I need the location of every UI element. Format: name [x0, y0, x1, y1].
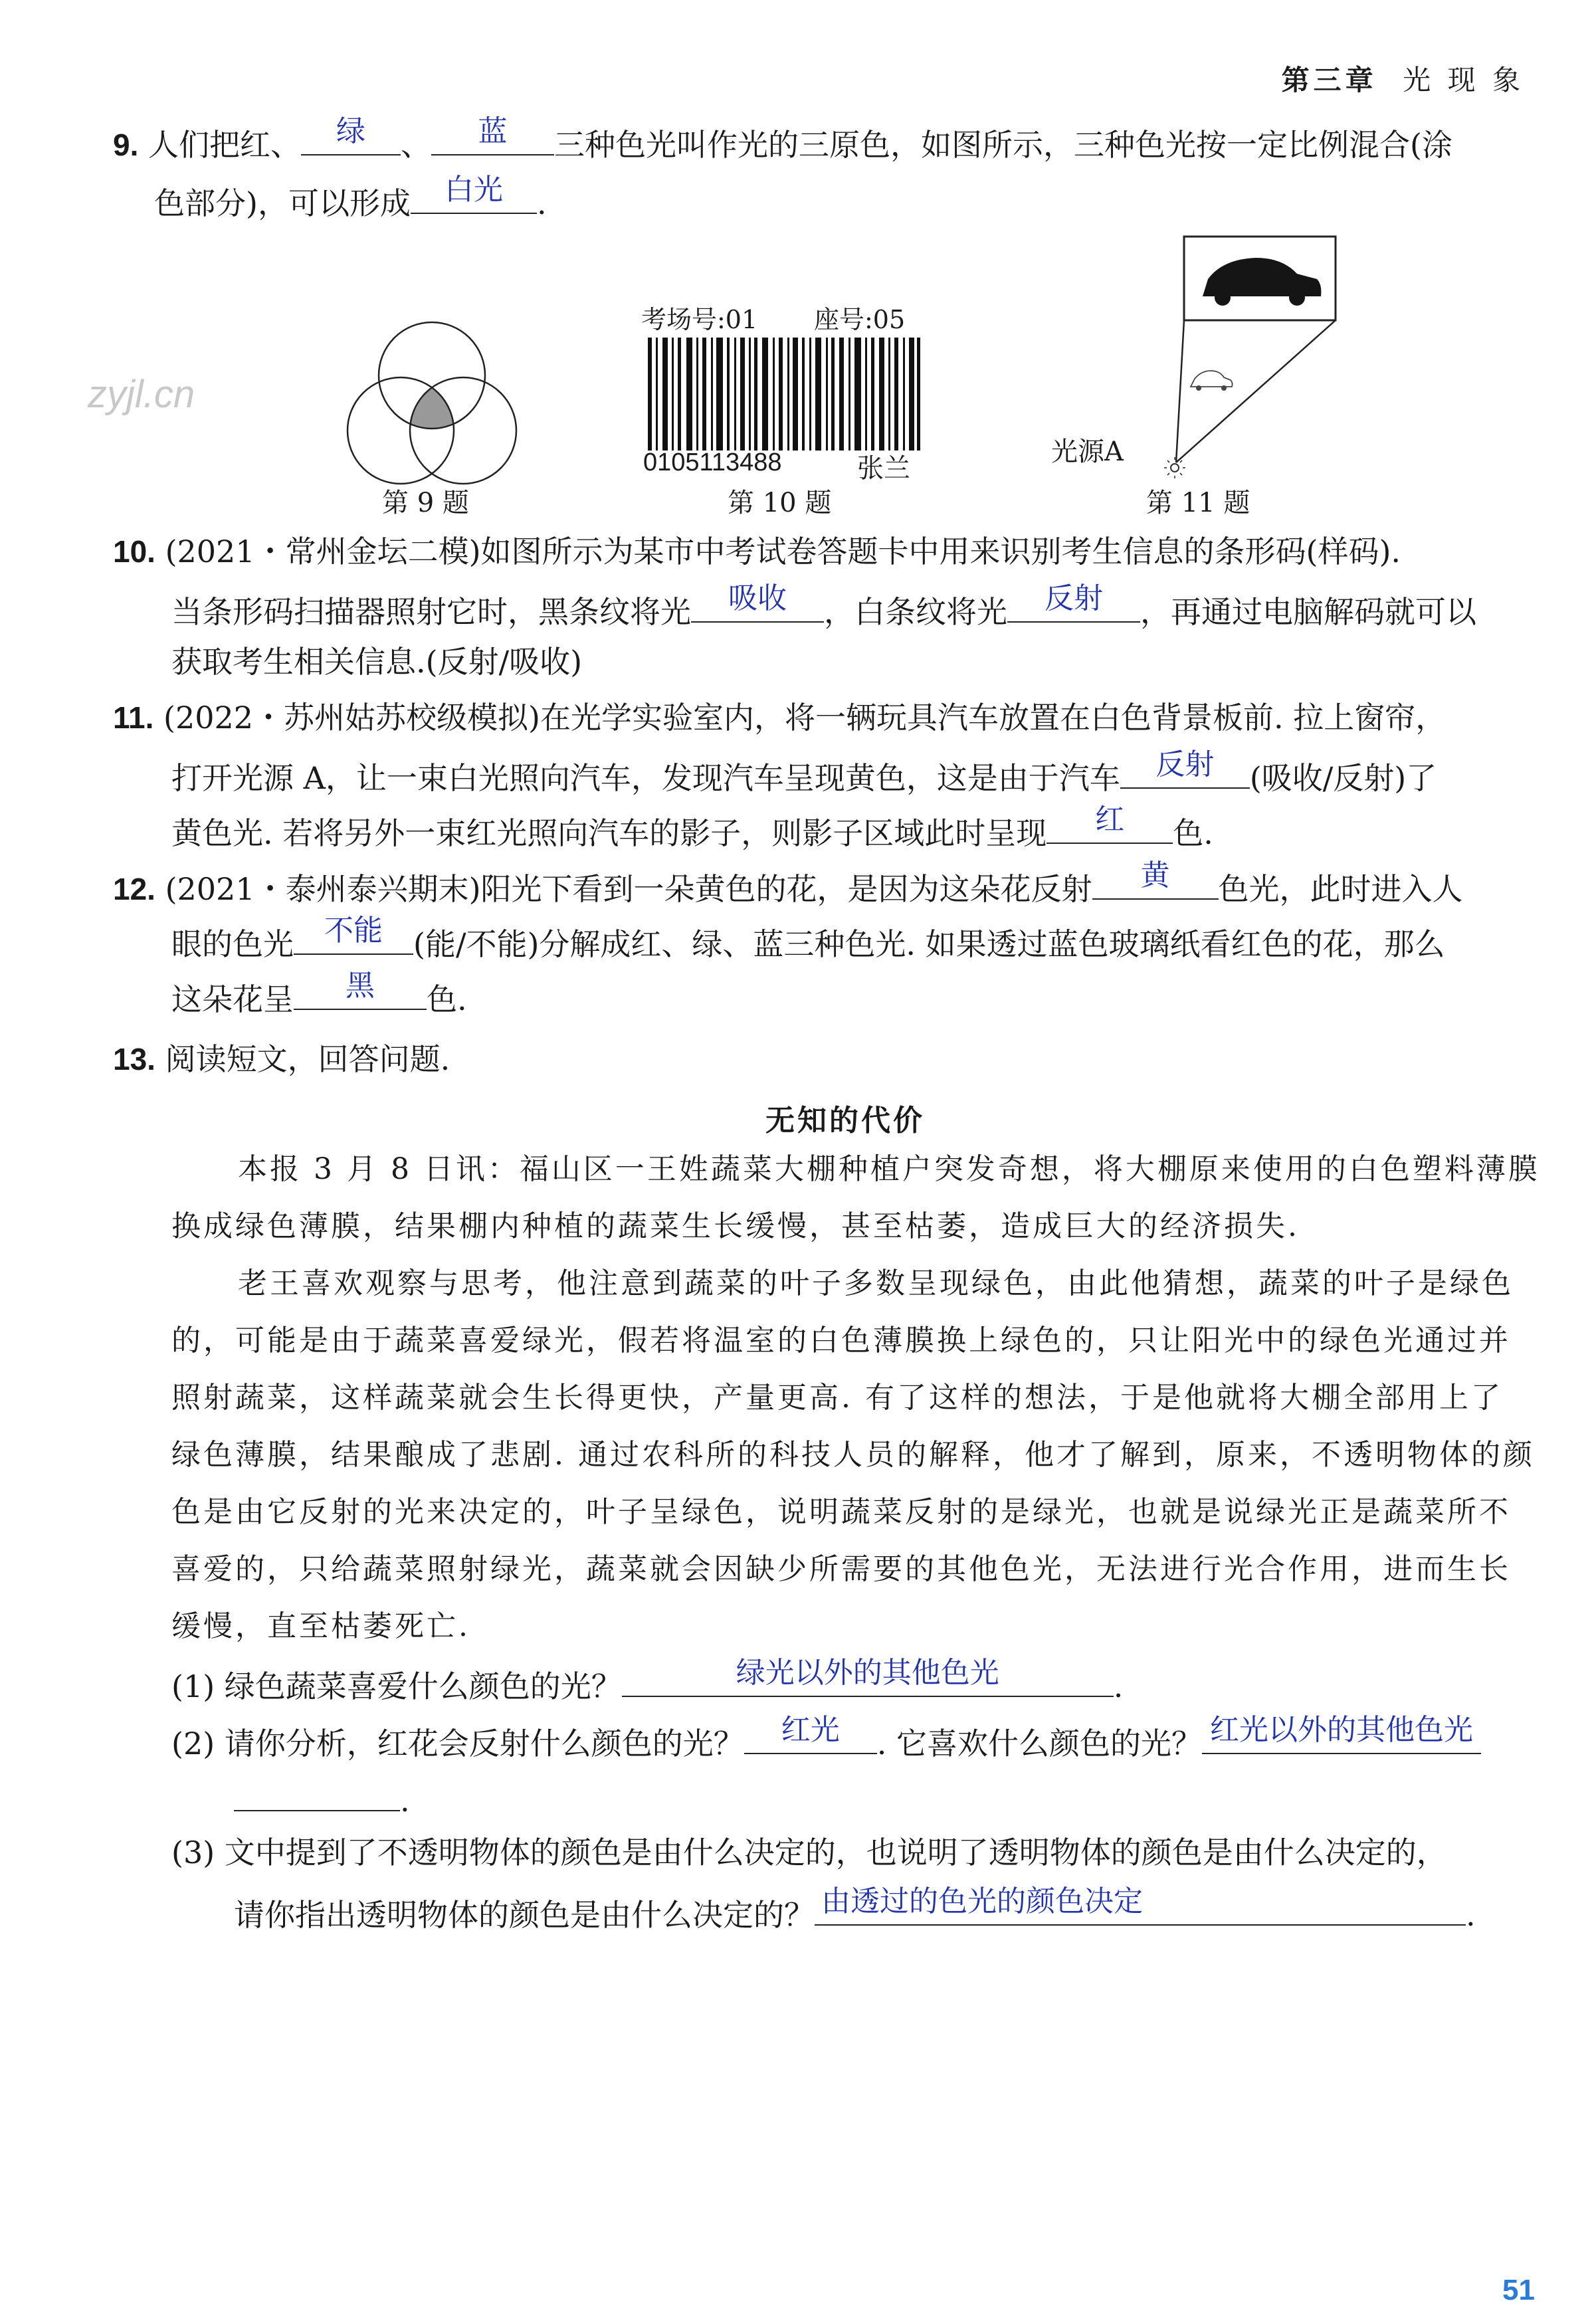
q9-sep: 、 [401, 127, 431, 163]
article-line-9: 缓慢，直至枯萎死亡. [171, 1609, 470, 1643]
barcode-image [648, 338, 920, 451]
q10-line1 [113, 532, 1401, 571]
car-shadow-icon [1203, 258, 1321, 306]
q9-end: . [536, 185, 547, 221]
q13-sub2-blank-2[interactable] [1202, 1713, 1481, 1754]
q10-text-e: 获取考生相关信息.(反射/吸收) [171, 644, 583, 680]
q9-line2 [154, 173, 547, 223]
fig11-caption: 第 11 题 [1146, 488, 1250, 518]
q10-blank-2[interactable] [1007, 581, 1140, 623]
q13-sub1-answer: 绿光以外的其他色光 [736, 1656, 999, 1690]
fig10-caption: 第 10 题 [728, 488, 832, 518]
q13-sub2-cont [234, 1775, 410, 1821]
q9-blank-3[interactable] [411, 173, 537, 214]
q13-sub3-end: . [1466, 1897, 1476, 1933]
q9-answer-3: 白光 [444, 173, 503, 207]
q12-text-d: (能/不能)分解成红、绿、蓝三种色光. 如果透过蓝色玻璃纸看红色的花，那么 [413, 926, 1445, 962]
q13-sub3-text-2: 请你指出透明物体的颜色是由什么决定的？ [234, 1897, 815, 1933]
q10-line2 [171, 581, 1476, 632]
chapter-topic: 光 现 象 [1403, 64, 1524, 96]
q11-line1 [113, 698, 1446, 738]
q11-answer-2: 红 [1095, 803, 1125, 837]
q9-answer-2: 蓝 [478, 114, 508, 148]
barcode-number: 0105113488 [643, 449, 782, 476]
q12-answer-1: 黄 [1140, 858, 1170, 892]
q9-text-c: 色部分)，可以形成 [154, 185, 411, 221]
q12-blank-2[interactable] [294, 914, 413, 955]
q11-text-d: 黄色光. 若将另外一束红光照向汽车的影子，则影子区域此时呈现 [171, 815, 1047, 851]
q10-number: 10. [113, 534, 155, 569]
q11-text-b: 打开光源 A，让一束白光照向汽车，发现汽车呈现黄色，这是由于汽车 [171, 760, 1120, 796]
q11-blank-2[interactable] [1047, 803, 1173, 844]
q12-text-b: 色光，此时进入人 [1218, 871, 1463, 907]
q13-sub3-answer: 由透过的色光的颜色决定 [821, 1884, 1143, 1918]
q12-line2 [171, 914, 1445, 964]
q12-line3 [171, 969, 467, 1019]
q10-answer-1: 吸收 [728, 581, 787, 615]
q11-blank-1[interactable] [1120, 748, 1250, 789]
fig9-caption: 第 9 题 [382, 488, 469, 518]
watermark-text: zyjl.cn [88, 373, 195, 416]
q13-sub2-answer-1: 红光 [781, 1713, 840, 1747]
q13-sub2-label: (2) 请你分析，红花会反射什么颜色的光？ [171, 1726, 744, 1761]
q13-sub1-label: (1) 绿色蔬菜喜爱什么颜色的光？ [171, 1668, 622, 1704]
q13-sub2-mid: . 它喜欢什么颜色的光？ [876, 1726, 1203, 1761]
q12-blank-1[interactable] [1092, 858, 1219, 900]
q13-sub1 [171, 1656, 1124, 1706]
q12-text-f: 色. [427, 981, 467, 1017]
q9-blank-2[interactable] [431, 114, 554, 155]
q11-answer-1: 反射 [1155, 748, 1215, 781]
venn-circle-left [348, 377, 454, 484]
article-line-3: 老王喜欢观察与思考，他注意到蔬菜的叶子多数呈现绿色，由此他猜想，蔬菜的叶子是绿色 [238, 1266, 1514, 1300]
q9-answer-1: 绿 [336, 114, 365, 148]
q13-sub2-blank-cont[interactable] [234, 1775, 400, 1811]
q13-sub2 [171, 1713, 1481, 1763]
q11-text-a: (2022・苏州姑苏校级模拟)在光学实验室内，将一辆玩具汽车放置在白色背景板前. 拉上窗帘， [163, 700, 1446, 736]
q11-text-c: (吸收/反射)了 [1249, 760, 1437, 796]
toy-car-icon [1191, 371, 1233, 391]
q13-sub3-text: (3) 文中提到了不透明物体的颜色是由什么决定的，也说明了透明物体的颜色是由什么决定的， [171, 1835, 1447, 1870]
q10-text-a: (2021・常州金坛二模)如图所示为某市中考试卷答题卡中用来识别考生信息的条形码(样码). [165, 534, 1401, 569]
q13-sub2-blank-1[interactable] [744, 1713, 877, 1754]
q12-text-a: (2021・泰州泰兴期末)阳光下看到一朵黄色的花，是因为这朵花反射 [165, 871, 1092, 907]
q11-text-e: 色. [1173, 815, 1213, 851]
q10-text-b: 当条形码扫描器照射它时，黑条纹将光 [171, 594, 691, 630]
q9-text: 人们把红、 [148, 127, 301, 163]
q10-answer-2: 反射 [1045, 581, 1103, 615]
q9-number: 9. [113, 128, 139, 162]
article-line-4: 的，可能是由于蔬菜喜爱绿光，假若将温室的白色薄膜换上绿色的，只让阳光中的绿色光通过并 [171, 1324, 1511, 1357]
q13-sub2-end: . [400, 1783, 410, 1819]
q13-sub1-blank[interactable] [622, 1656, 1114, 1697]
q11-number: 11. [113, 700, 154, 735]
q13-sub3-line2 [234, 1884, 1476, 1935]
light-source-icon [1164, 457, 1185, 478]
article-line-5: 照射蔬菜，这样蔬菜就会生长得更快，产量更高. 有了这样的想法，于是他就将大棚全部用上了 [171, 1381, 1503, 1415]
venn-diagram [336, 319, 528, 505]
q9-line1 [113, 114, 1452, 165]
chapter-label: 第三章 [1281, 64, 1377, 96]
q9-text-b: 三种色光叫作光的三原色，如图所示，三种色光按一定比例混合(涂 [554, 127, 1452, 163]
q12-answer-3: 黑 [346, 969, 375, 1003]
article-line-7: 色是由它反射的光来决定的，叶子呈绿色，说明蔬菜反射的是绿光，也就是说绿光正是蔬菜所不 [171, 1495, 1511, 1529]
q9-blank-1[interactable] [301, 114, 401, 155]
barcode-name: 张兰 [857, 453, 910, 484]
q13-sub2-answer-2: 红光以外的其他色光 [1210, 1713, 1474, 1747]
barcode-seat: 座号:05 [814, 305, 906, 334]
q12-text-e: 这朵花呈 [171, 981, 294, 1017]
q12-line1 [113, 858, 1463, 909]
q11-line2 [171, 748, 1437, 798]
q13-number: 13. [113, 1042, 155, 1076]
q10-text-c: ，白条纹将光 [824, 594, 1007, 630]
q12-number: 12. [113, 872, 155, 906]
article-line-2: 换成绿色薄膜，结果棚内种植的蔬菜生长缓慢，甚至枯萎，造成巨大的经济损失. [171, 1209, 1300, 1243]
car-experiment-diagram [1123, 233, 1349, 485]
chapter-header [1282, 58, 1524, 98]
q12-blank-3[interactable] [294, 969, 427, 1010]
q10-blank-1[interactable] [691, 581, 824, 623]
article-line-1: 本报 3 月 8 日讯：福山区一王姓蔬菜大棚种植户突发奇想，将大棚原来使用的白色塑料薄膜 [238, 1152, 1540, 1186]
venn-circle-right [410, 377, 516, 484]
article-line-8: 喜爱的，只给蔬菜照射绿光，蔬菜就会因缺少所需要的其他色光，无法进行光合作用，进而生长 [171, 1552, 1511, 1586]
q13-sub3-blank[interactable] [815, 1884, 1466, 1926]
article-line-6: 绿色薄膜，结果酿成了悲剧. 通过农科所的科技人员的解释，他才了解到，原来，不透明物体的颜 [171, 1438, 1535, 1472]
q13-line1 [113, 1039, 450, 1079]
page-number: 51 [1502, 2274, 1535, 2306]
light-source-label: 光源A [1051, 437, 1124, 467]
q13-sub3-line1 [171, 1833, 1447, 1872]
article-title: 无知的代价 [765, 1104, 925, 1138]
q12-text-c: 眼的色光 [171, 926, 294, 962]
q12-answer-2: 不能 [324, 914, 383, 948]
barcode-exam-room: 考场号:01 [641, 305, 758, 334]
q10-text-d: ，再通过电脑解码就可以 [1140, 594, 1476, 630]
q11-line3 [171, 803, 1213, 853]
q13-intro: 阅读短文，回答问题. [165, 1041, 450, 1077]
q13-sub1-end: . [1113, 1668, 1124, 1704]
q10-line3 [171, 642, 582, 682]
